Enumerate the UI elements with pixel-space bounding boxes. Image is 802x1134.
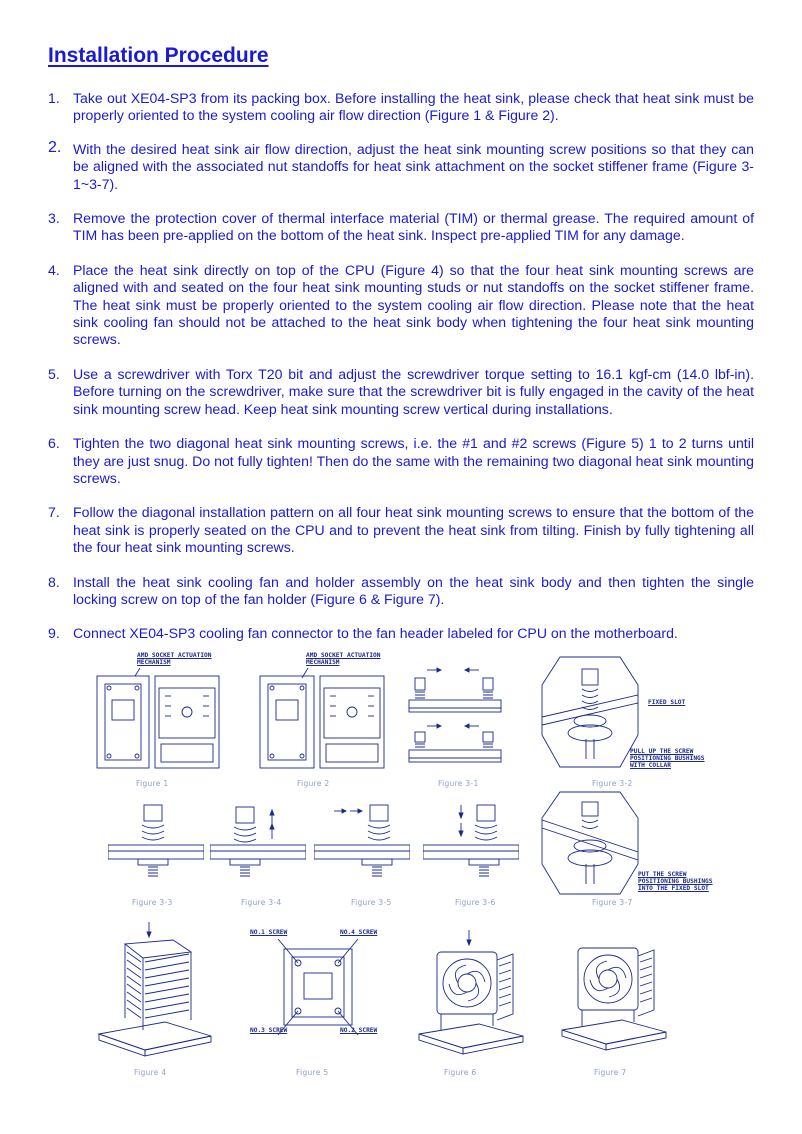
step-7 [48,504,754,556]
step-text: Take out XE04-SP3 from its packing box. Before installing the heat sink, please check that heat sink must be properly oriented to the system cooling air flow direction (Figure 1 & Figure 2). [73,90,754,124]
figure-3-3-drawing [108,795,204,887]
figure-3-2-callout-pull-up: PULL UP THE SCREW POSITIONING BUSHINGS WITH COLLAR [630,748,705,769]
step-2 [48,138,754,193]
figure-3-7 [540,790,640,896]
figure-3-5-drawing [314,795,410,887]
step-number: 4. [48,261,60,278]
figure-5-no4: NO.4 SCREW [340,929,378,936]
figure-3-1-caption: Figure 3-1 [438,779,479,788]
figure-2-callout: AMD SOCKET ACTUATION MECHANISM [306,652,381,666]
figure-3-7-callout: PUT THE SCREW POSITIONING BUSHINGS INTO THE FIXED SLOT [638,871,713,892]
step-text: Install the heat sink cooling fan and holder assembly on the heat sink body and then tighten the single locking screw on top of the fan holder (Figure 6 & Figure 7). [73,573,754,607]
figure-5 [248,925,388,1039]
figure-3-4-drawing [210,795,306,887]
figure-6-caption: Figure 6 [444,1068,477,1077]
figure-2 [258,650,390,778]
step-text: Connect XE04-SP3 cooling fan connector to the fan header labeled for CPU on the motherboard. [73,625,678,642]
page-title: Installation Procedure [48,44,269,67]
figure-7-drawing [560,930,670,1062]
installation-steps [48,90,754,643]
figure-3-6-drawing [423,795,519,887]
step-8 [48,574,754,609]
figure-3-6-caption: Figure 3-6 [455,898,496,907]
figure-3-5 [314,795,410,887]
step-text: Tighten the two diagonal heat sink mounting screws, i.e. the #1 and #2 screws (Figure 5) 1 to 2 turns until they are just snug. Do not fully tighten! Then do the same with the remaining two diagonal heat sink mounting screws. [73,435,754,486]
figure-1-caption: Figure 1 [136,779,169,788]
step-5 [48,366,754,418]
figure-4-drawing [95,922,215,1062]
figure-1-drawing [95,668,225,778]
figure-7 [560,930,670,1062]
figure-2-caption: Figure 2 [297,779,330,788]
figure-1 [95,650,225,778]
figure-2-drawing [258,668,390,778]
step-number: 8. [48,573,60,590]
figure-4-caption: Figure 4 [134,1068,167,1077]
figure-3-5-caption: Figure 3-5 [351,898,392,907]
figure-5-no3: NO.3 SCREW [250,1027,288,1034]
figure-5-no2: NO.2 SCREW [340,1027,378,1034]
figure-5-drawing [248,939,388,1039]
step-6 [48,435,754,487]
step-number: 6. [48,435,60,452]
figure-3-1-drawing [405,658,505,768]
figure-3-1 [405,658,505,768]
figure-3-3-caption: Figure 3-3 [132,898,173,907]
step-3 [48,210,754,245]
figure-3-2-drawing [540,655,640,770]
step-text: Remove the protection cover of thermal interface material (TIM) or thermal grease. The required amount of TIM has been pre-applied on the bottom of the heat sink. Inspect pre-applied TIM for any damage. [73,210,754,244]
figure-5-caption: Figure 5 [296,1068,329,1077]
figure-3-3 [108,795,204,887]
step-number: 3. [48,210,60,227]
figure-3-2 [540,655,640,770]
step-number: 1. [48,90,60,106]
step-text: Use a screwdriver with Torx T20 bit and adjust the screwdriver torque setting to 16.1 kgf-cm (14.0 lbf-in). Before turning on the screwdriver, make sure that the screwdriver bit is fully engaged in the cavity of the heat sink mounting screw head. Keep heat sink mounting screw vertical during installations. [73,365,754,417]
step-4 [48,262,754,349]
figure-3-6 [423,795,519,887]
figure-7-caption: Figure 7 [594,1068,627,1077]
figure-6 [415,930,525,1062]
figure-3-2-callout-fixed-slot: FIXED SLOT [648,699,686,706]
figure-3-2-caption: Figure 3-2 [592,779,633,788]
figure-4 [95,922,215,1062]
step-number: 9. [48,625,60,642]
figure-3-7-caption: Figure 3-7 [592,898,633,907]
step-1 [48,90,754,125]
step-number: 2. [48,138,62,156]
figure-3-4-caption: Figure 3-4 [241,898,282,907]
figure-5-no1: NO.1 SCREW [250,929,288,936]
step-number: 7. [48,504,60,521]
step-text: Place the heat sink directly on top of the CPU (Figure 4) so that the four heat sink mounting screws are aligned with and seated on the four heat sink mounting studs or nut standoffs on the socket stiffener frame. The heat sink must be properly oriented to the system cooling air flow direction. Please note that the heat sink cooling fan should not be attached to the heat sink body when tightening the four heat sink mounting screws. [73,261,754,348]
figure-3-4 [210,795,306,887]
step-text: With the desired heat sink air flow direction, adjust the heat sink mounting screw positions so that they can be aligned with the associated nut standoffs for heat sink attachment on the socket stiffener frame (Figure 3-1~3-7). [73,140,754,192]
figure-6-drawing [415,930,525,1062]
figure-3-7-drawing [540,790,640,896]
figure-1-callout: AMD SOCKET ACTUATION MECHANISM [137,652,212,666]
step-text: Follow the diagonal installation pattern on all four heat sink mounting screws to ensure that the bottom of the heat sink is properly seated on the CPU and to prevent the heat sink from tilting. Finish by fully tightening all the four heat sink mounting screws. [73,504,754,556]
step-number: 5. [48,365,60,382]
step-9 [48,625,754,642]
